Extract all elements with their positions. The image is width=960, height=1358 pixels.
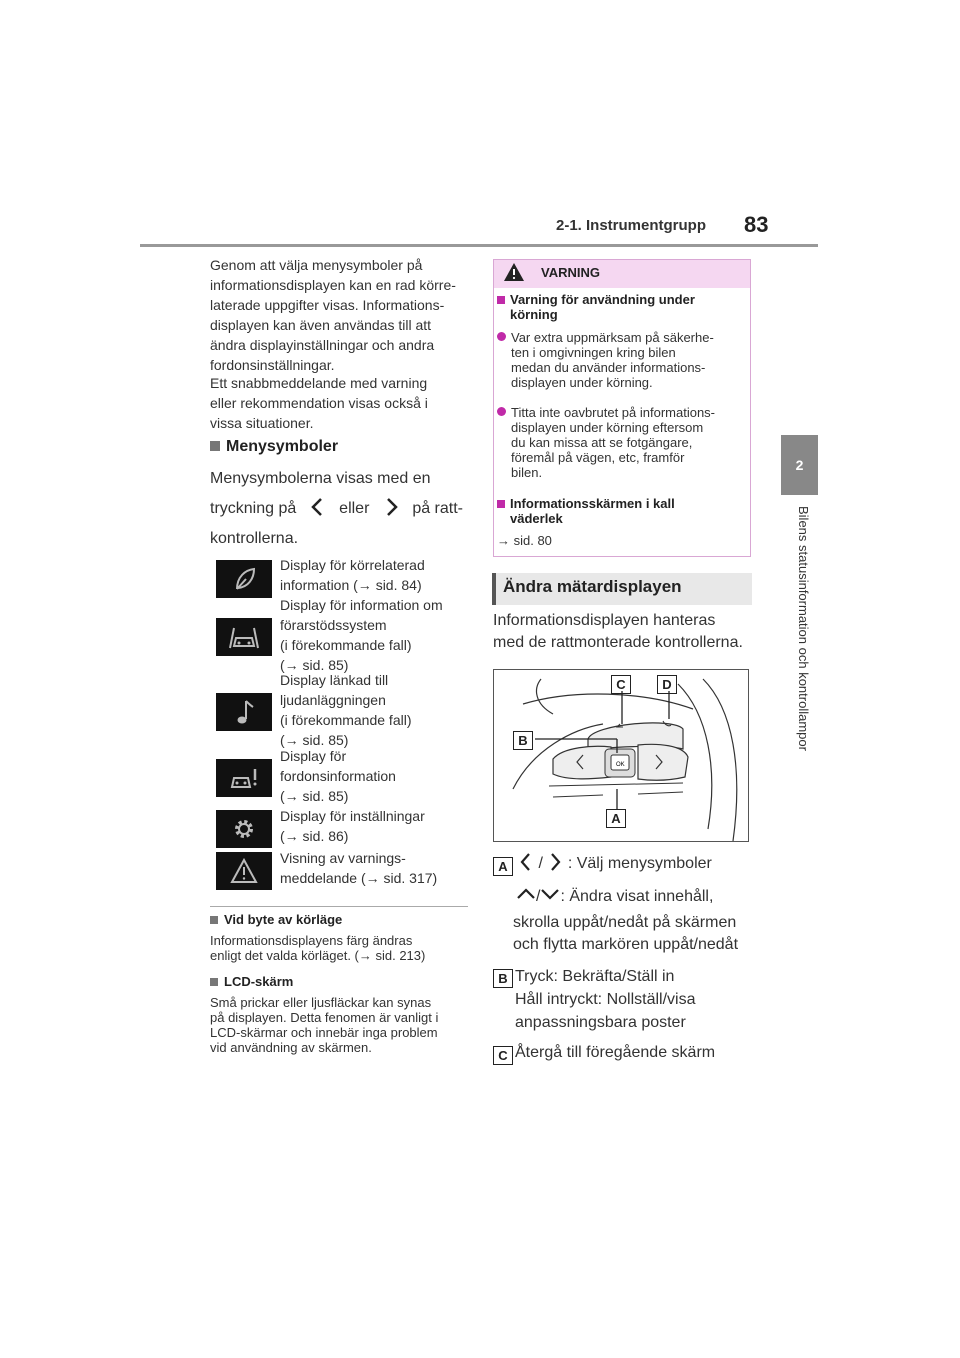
warning-triangle-icon — [503, 262, 525, 282]
chevron-left-icon — [518, 852, 534, 872]
menu-item-4-label: Display för fordonsinformation (→ sid. 85) — [280, 748, 396, 804]
intro-paragraph-1: Genom att välja menysymboler på informationsdisplayen kan en rad körre- laterade uppgifter visas. Informations- displayen kan även användas till att ändra displayinställningar och andra fordonsinställningar. — [210, 257, 456, 373]
warning-heading-1: Varning för användning under körning — [497, 292, 747, 322]
menu-item-6-label: Visning av varnings- meddelande (→ sid. 317) — [280, 850, 438, 886]
bullet-square-icon — [497, 296, 505, 304]
legend-c-text: Återgå till föregående skärm — [515, 1044, 716, 1061]
callout-b: B — [513, 731, 533, 750]
menu-line-2: tryckning på eller på ratt- — [210, 494, 463, 524]
heading-square-icon — [210, 441, 220, 451]
menu-item-1-label: Display för körrelaterad information (→ sid. 84) — [280, 557, 425, 593]
legend-a-line-3: skrolla uppåt/nedåt på skärmen och flytta markören uppåt/nedåt — [513, 914, 739, 953]
menu-item-2-label: Display för information om förarstödssystem (i förekommande fall) (→ sid. 85) — [280, 597, 443, 673]
note-1-heading: Vid byte av körläge — [210, 912, 342, 927]
callout-c: C — [611, 675, 631, 694]
music-note-icon — [216, 693, 272, 731]
gear-icon — [216, 810, 272, 848]
warning-bullet-1: Var extra uppmärksam på säkerhe- ten i omgivningen kring bilen medan du använder informations- displayen under körning. — [497, 330, 747, 390]
section-paragraph: Informationsdisplayen hanteras med de rattmonterade kontrollerna. — [493, 612, 743, 651]
bullet-square-icon — [497, 500, 505, 508]
page-number: 83 — [744, 212, 769, 237]
warning-heading-2: Informationsskärmen i kall väderlek — [497, 496, 747, 526]
legend-c-marker: C — [493, 1046, 513, 1065]
note-square-icon — [210, 916, 218, 924]
warning-bullet-2: Titta inte oavbrutet på informations- displayen under körning eftersom du kan missa att se fotgängare, föremål på vägen, etc, framför bilen. — [497, 405, 747, 480]
chapter-tab: 2 — [781, 435, 818, 495]
chevron-up-icon — [516, 887, 536, 901]
legend-b-text: Tryck: Bekräfta/Ställ in Håll intryckt: Nollställ/visa anpassningsbara poster — [515, 968, 696, 1031]
warning-title: VARNING — [541, 265, 600, 280]
legend-b-marker: B — [493, 969, 513, 988]
section-title: 2-1. Instrumentgrupp — [556, 217, 707, 234]
car-info-icon — [216, 759, 272, 797]
divider — [210, 906, 468, 907]
section-heading: Ändra mätardisplayen — [503, 577, 682, 596]
chevron-down-icon — [540, 887, 560, 901]
driver-assist-icon — [216, 618, 272, 656]
menu-line-3: kontrollerna. — [210, 530, 299, 547]
bullet-dot-icon — [497, 407, 506, 416]
legend-a-line-2: / : Ändra visat innehåll, — [516, 885, 713, 909]
note-square-icon — [210, 978, 218, 986]
chevron-left-icon — [307, 496, 329, 518]
chapter-title: Bilens statusinformation och kontrollampor — [796, 506, 811, 751]
legend-a-line-1: / : Välj menysymboler — [518, 852, 712, 876]
warning-triangle-icon — [216, 852, 272, 890]
intro-paragraph-2: Ett snabbmeddelande med varning eller rekommendation visas också i vissa situationer. — [210, 375, 428, 431]
warning-header — [494, 260, 750, 288]
chevron-right-icon — [547, 852, 563, 872]
callout-a: A — [606, 809, 626, 828]
note-1-text: Informationsdisplayens färg ändras enligt det valda körläget. (→ sid. 213) — [210, 933, 426, 963]
menu-item-5-label: Display för inställningar (→ sid. 86) — [280, 808, 425, 844]
warning-reference: → sid. 80 — [497, 533, 552, 548]
menu-heading: Menysymboler — [210, 438, 338, 456]
legend-a-marker: A — [493, 857, 513, 876]
svg-text:OK: OK — [616, 762, 625, 768]
note-2-heading: LCD-skärm — [210, 974, 293, 989]
chevron-right-icon — [380, 496, 402, 518]
header-rule — [140, 244, 818, 247]
leaf-icon — [216, 560, 272, 598]
note-2-text: Små prickar eller ljusfläckar kan synas på displayen. Detta fenomen är vanligt i LCD-skärmar och innebär inga problem vid användning av skärmen. — [210, 995, 439, 1055]
callout-d: D — [657, 675, 677, 694]
bullet-dot-icon — [497, 332, 506, 341]
menu-line-1: Menysymbolerna visas med en — [210, 470, 431, 487]
menu-item-3-label: Display länkad till ljudanläggningen (i förekommande fall) (→ sid. 85) — [280, 672, 412, 748]
